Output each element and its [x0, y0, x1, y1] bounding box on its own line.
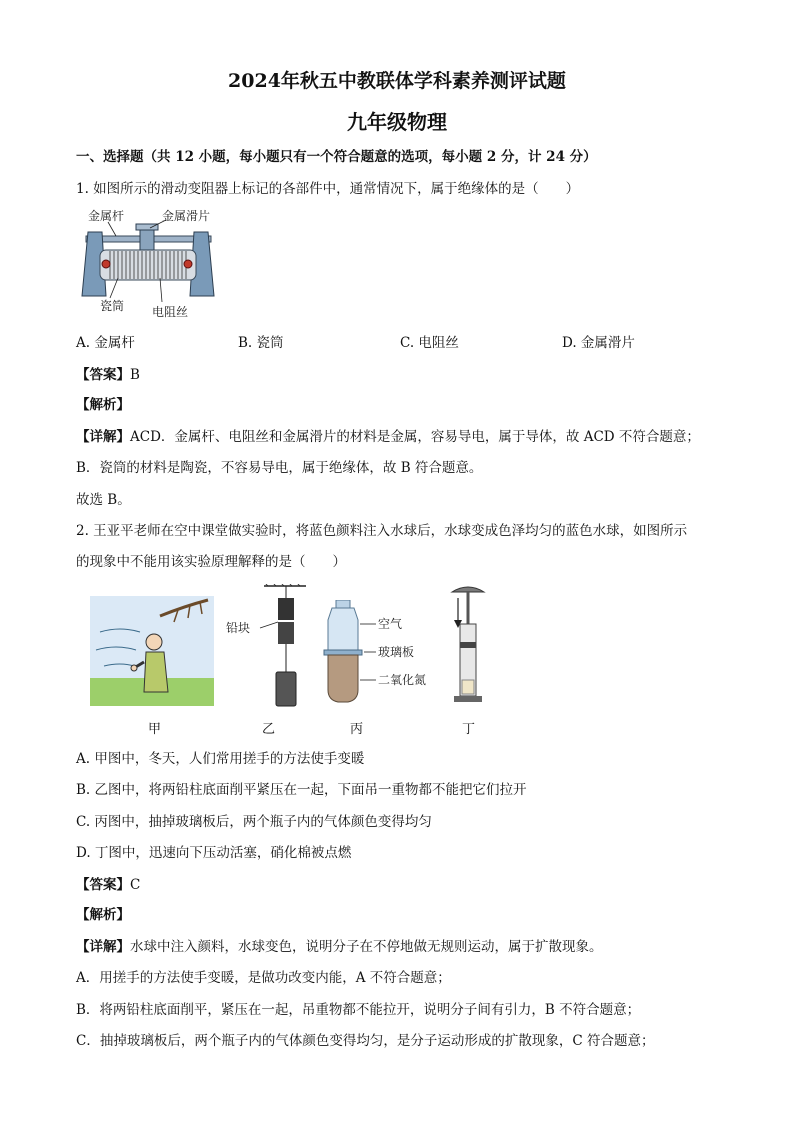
- rheostat-figure: [76, 206, 246, 322]
- hanging-weight: [276, 672, 296, 706]
- q1-detail-1: 【详解】ACD．金属杆、电阻丝和金属滑片的材料是金属，容易导电，属于导体，故 ACD 不符合题意；: [76, 429, 700, 445]
- no2-jar: [328, 655, 358, 702]
- q2-detail-3: C．抽掉玻璃板后，两个瓶子内的气体颜色变得均匀，是分子运动形成的扩散现象，C 符合题意；: [76, 1033, 655, 1049]
- q1-answer: 【答案】B: [76, 367, 140, 383]
- person-coat: [144, 652, 168, 692]
- person-head: [146, 634, 162, 650]
- caption-yi: 乙: [262, 722, 276, 737]
- label-no2: 二氧化氮: [378, 673, 427, 687]
- q1-analysis-tag: 【解析】: [76, 397, 130, 413]
- label-lead: 铅块: [226, 621, 251, 635]
- lead-block-bottom: [278, 622, 294, 644]
- piston: [460, 642, 476, 648]
- q2-option-b: B. 乙图中，将两铅柱底面削平紧压在一起，下面吊一重物都不能把它们拉开: [76, 782, 527, 798]
- figure-yi: [226, 584, 316, 710]
- metal-slider: [140, 228, 154, 250]
- figure-ding: [448, 584, 488, 710]
- label-rod: 金属杆: [88, 209, 125, 223]
- q2-answer: 【答案】C: [76, 877, 141, 893]
- q1-detail-3: 故选 B。: [76, 492, 131, 508]
- q2-detail-2: B．将两铅柱底面削平，紧压在一起，吊重物都不能拉开，说明分子间有引力，B 不符合题意；: [76, 1002, 641, 1018]
- q1-option-d: D. 金属滑片: [562, 335, 635, 351]
- q1-option-a: A. 金属杆: [76, 335, 135, 351]
- caption-jia: 甲: [148, 722, 162, 737]
- q2-option-d: D. 丁图中，迅速向下压动活塞，硝化棉被点燃: [76, 845, 352, 861]
- label-tube: 瓷筒: [100, 299, 125, 313]
- label-wire: 电阻丝: [152, 305, 189, 319]
- figure-jia: [90, 596, 214, 706]
- q2-option-a: A. 甲图中，冬天，人们常用搓手的方法使手变暖: [76, 751, 365, 767]
- right-terminal: [184, 260, 192, 268]
- section-heading: 一、选择题（共 12 小题，每小题只有一个符合题意的选项，每小题 2 分，计 24 分）: [76, 149, 597, 165]
- q2-stem-1: 2. 王亚平老师在空中课堂做实验时，将蓝色颜料注入水球后，水球变成色泽均匀的蓝色水球，如图所示: [76, 523, 688, 539]
- label-air: 空气: [378, 617, 403, 631]
- q2-analysis-tag: 【解析】: [76, 907, 130, 923]
- air-jar: [328, 608, 358, 650]
- q1-stem: 1. 如图所示的滑动变阻器上标记的各部件中，通常情况下，属于绝缘体的是（ ）: [76, 181, 580, 197]
- q2-stem-2: 的现象中不能用该实验原理解释的是（ ）: [76, 554, 346, 570]
- left-terminal: [102, 260, 110, 268]
- q2-detail-0: 【详解】水球中注入颜料，水球变色，说明分子在不停地做无规则运动，属于扩散现象。: [76, 939, 603, 955]
- q1-option-c: C. 电阻丝: [400, 335, 459, 351]
- exam-title: 2024年秋五中教联体学科素养测评试题: [228, 70, 566, 92]
- piston-handle: [452, 587, 484, 592]
- q1-option-b: B. 瓷筒: [238, 335, 284, 351]
- exam-subtitle: 九年级物理: [347, 110, 447, 134]
- q1-detail-2: B．瓷筒的材料是陶瓷，不容易导电，属于绝缘体，故 B 符合题意。: [76, 460, 483, 476]
- glass-plate: [324, 650, 362, 655]
- hands: [131, 665, 137, 671]
- lead-block-top: [278, 598, 294, 620]
- label-slider: 金属滑片: [162, 209, 211, 223]
- caption-ding: 丁: [462, 722, 476, 737]
- nitrocellulose: [462, 680, 474, 694]
- figure-bing: [322, 600, 442, 710]
- q2-detail-1: A．用搓手的方法使手变暖，是做功改变内能，A 不符合题意；: [76, 970, 451, 986]
- label-glass: 玻璃板: [378, 645, 415, 659]
- q2-option-c: C. 丙图中，抽掉玻璃板后，两个瓶子内的气体颜色变得均匀: [76, 814, 432, 830]
- caption-bing: 丙: [350, 722, 364, 737]
